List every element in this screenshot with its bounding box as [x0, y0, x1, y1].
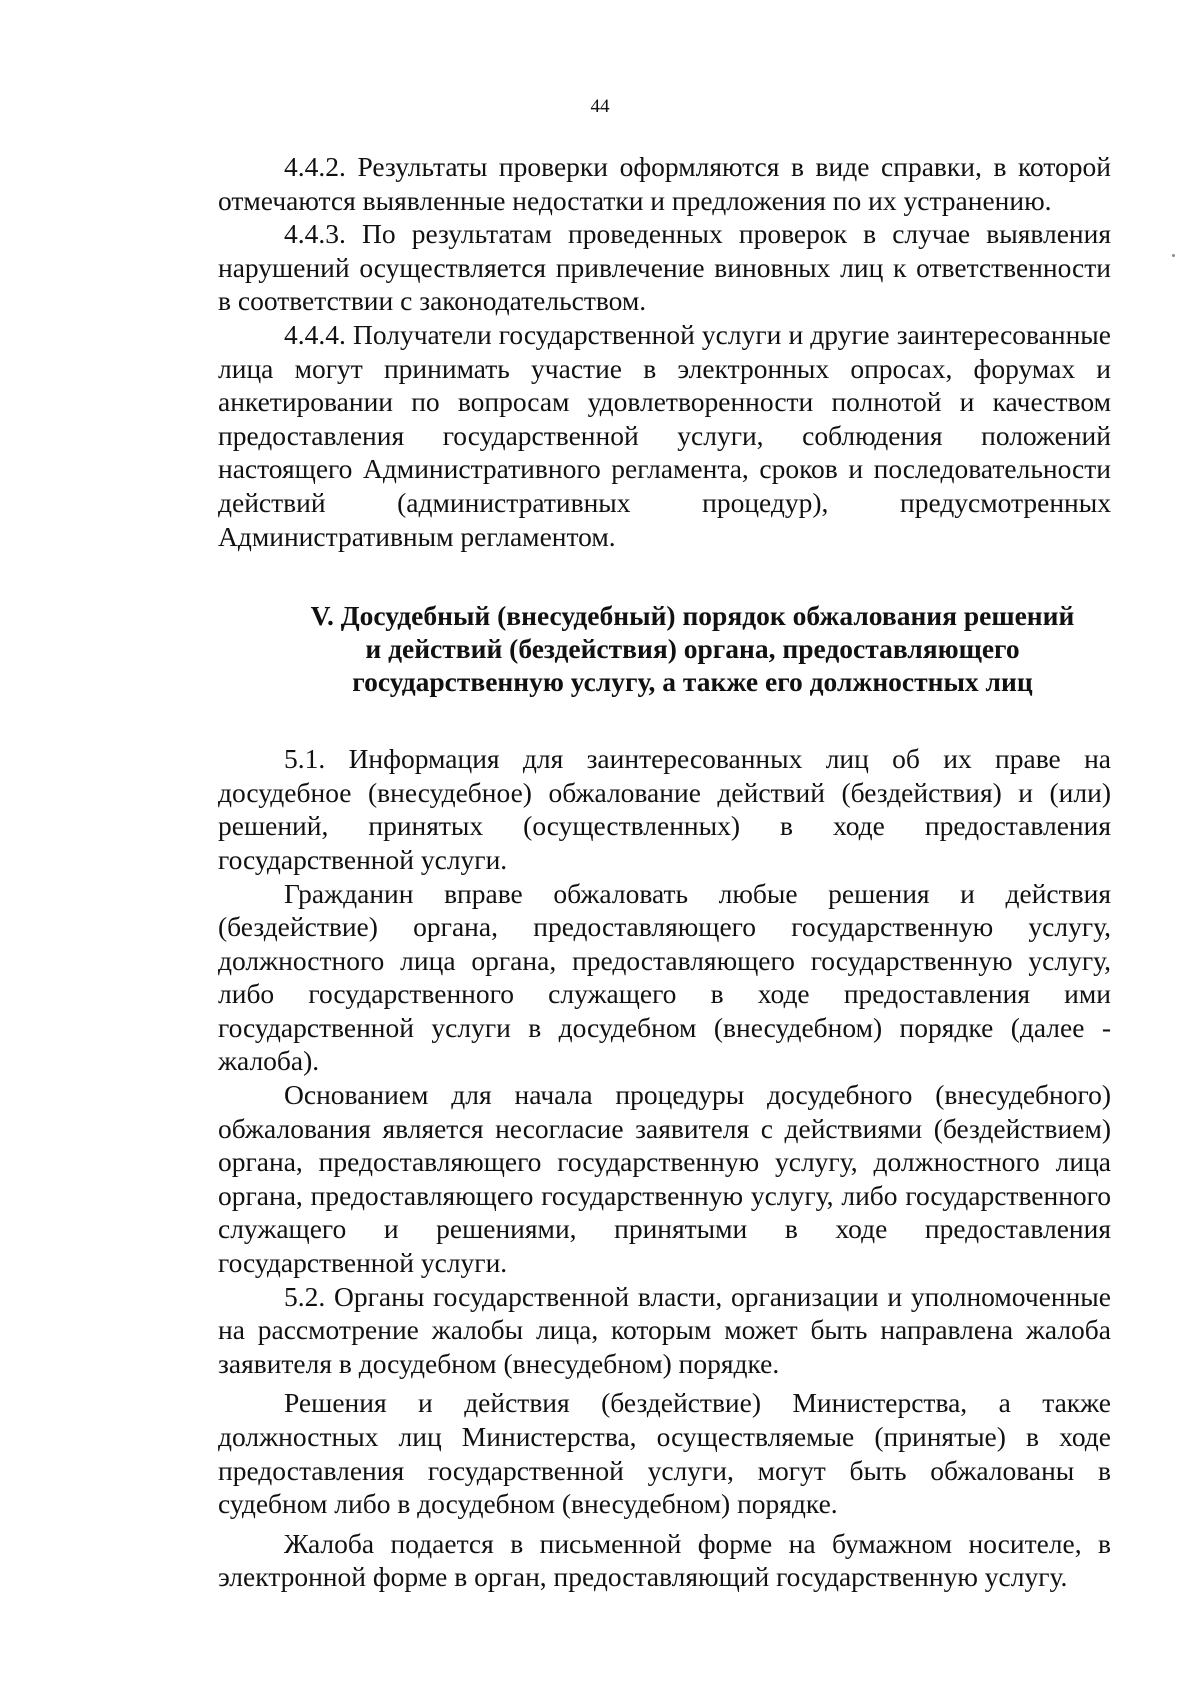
document-body: [218, 150, 1111, 1594]
section-heading: [218, 599, 1111, 698]
paragraph-4-4-4: 4.4.4. Получатели государственной услуги и другие заинтересованные лица могут принимать участие в электронных опросах, форумах и анкетировании по вопросам удовлетворенности полнотой и качеством предоставления государственной услуги, соблюдения положений настоящего Административного регламента, сроков и последовательности действий (административных процедур), предусмотренных Административным регламентом.: [218, 318, 1111, 552]
page-number: 44: [590, 96, 610, 117]
paragraph-ministry-decisions: Решения и действия (бездействие) Министерства, а также должностных лиц Министерства, осуществляемые (принятые) в ходе предоставления государственной услуги, могут быть обжалованы в судебном либо в досудебном (внесудебном) порядке.: [218, 1387, 1111, 1520]
paragraph-citizen-right: Гражданин вправе обжаловать любые решения и действия (бездействие) органа, предоставляющего государственную услугу, должностного лица органа, предоставляющего государственную услугу, либо государственного служащего в ходе предоставления ими государственной услуги в досудебном (внесудебном) порядке (далее - жалоба).: [218, 877, 1111, 1077]
scan-speck: [1172, 254, 1175, 257]
paragraph-complaint-form: Жалоба подается в письменной форме на бумажном носителе, в электронной форме в орган, предоставляющий государственную услугу.: [218, 1527, 1111, 1593]
paragraph-5-2: 5.2. Органы государственной власти, организации и уполномоченные на рассмотрение жалобы лица, которым может быть направлена жалоба заявителя в досудебном (внесудебном) порядке.: [218, 1280, 1111, 1379]
paragraph-4-4-3: 4.4.3. По результатам проведенных проверок в случае выявления нарушений осуществляется привлечение виновных лиц к ответственности в соответствии с законодательством.: [218, 218, 1111, 317]
paragraph-5-1: 5.1. Информация для заинтересованных лиц об их праве на досудебное (внесудебное) обжалование действий (бездействия) и (или) решений, принятых (осуществленных) в ходе предоставления государственной услуги.: [218, 743, 1111, 875]
paragraph-grounds: Основанием для начала процедуры досудебного (внесудебного) обжалования является несогласие заявителя с действиями (бездействием) органа, предоставляющего государственную услугу, должностного лица органа, предоставляющего государственную услугу, либо государственного служащего и решениями, принятыми в ходе предоставления государственной услуги.: [218, 1079, 1111, 1279]
section-heading-line: V. Досудебный (внесудебный) порядок обжалования решений: [310, 600, 1075, 632]
section-heading-line: и действий (бездействия) органа, предоставляющего: [365, 633, 1020, 665]
section-heading-line: государственную услугу, а также его должностных лиц: [352, 666, 1033, 698]
paragraph-4-4-2: 4.4.2. Результаты проверки оформляются в виде справки, в которой отмечаются выявленные недостатки и предложения по их устранению.: [218, 151, 1111, 216]
